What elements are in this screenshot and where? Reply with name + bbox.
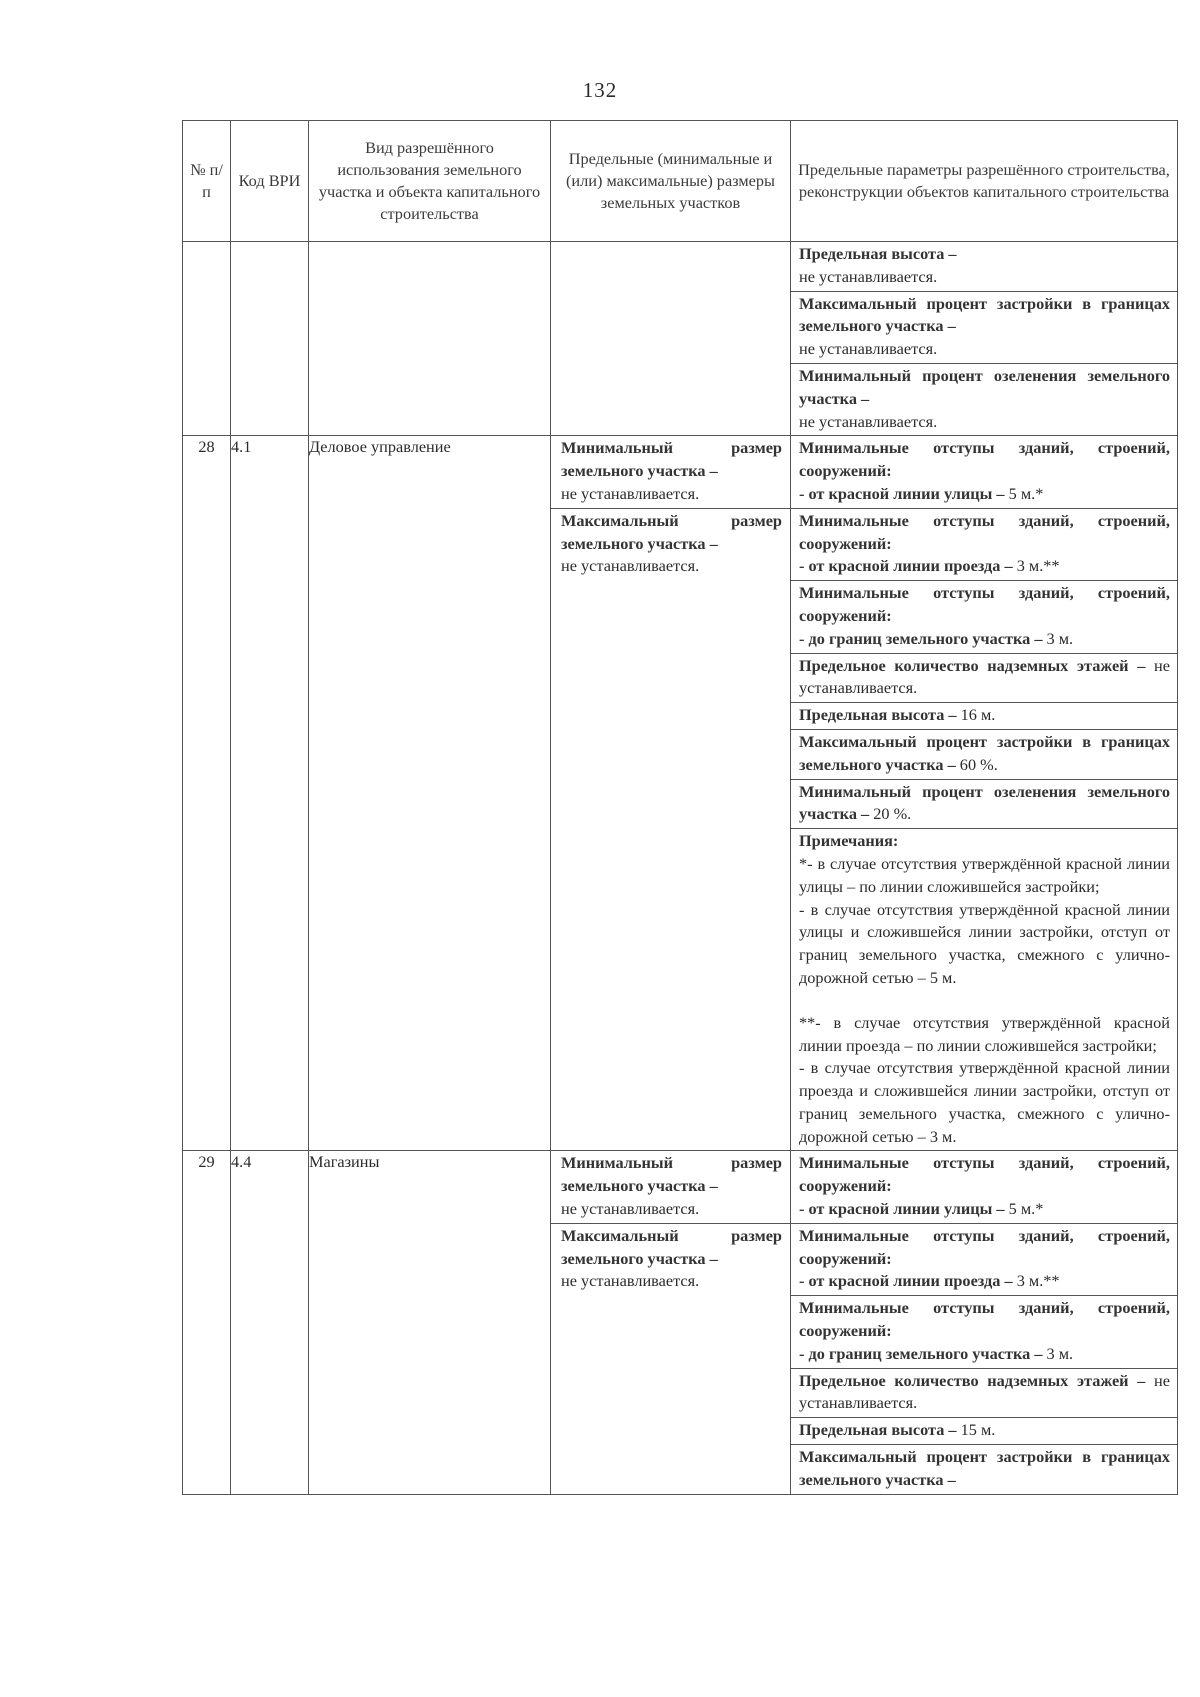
param-block: [791, 242, 1177, 292]
param-block: [791, 780, 1177, 830]
size-block: [551, 509, 790, 580]
cell-empty: [309, 242, 551, 436]
sizes-cell: [551, 436, 791, 1151]
header-number: № п/п: [183, 121, 231, 242]
param-block: [791, 1369, 1177, 1419]
sizes-cell: [551, 1151, 791, 1494]
param-bold: Максимальный процент застройки в границах земельного участка –: [799, 1447, 1170, 1489]
param-bold: Минимальный процент озеленения земельного участка –: [799, 781, 1170, 824]
param-block: [791, 436, 1177, 508]
param-block: [791, 1224, 1177, 1296]
param-bold: Минимальный процент озеленения земельного участка –: [799, 365, 1170, 408]
params-cell: [791, 242, 1178, 436]
param-text: 15 м.: [956, 1420, 996, 1440]
param-bold: Минимальные отступы зданий, строений, сооружений:: [799, 583, 1170, 625]
size-bold: Минимальный размер земельного участка –: [561, 438, 782, 481]
row-code: 4.1: [231, 436, 309, 1151]
param-bold: Минимальные отступы зданий, строений, сооружений:: [799, 1298, 1170, 1341]
row-number: 28: [183, 436, 231, 1151]
note-text: **- в случае отсутствия утверждённой красной линии проезда – по линии сложившейся застройки;: [799, 1012, 1170, 1055]
param-text: 5 м.*: [1004, 1199, 1044, 1219]
param-bold: Минимальные отступы зданий, строений, сооружений:: [799, 1153, 1170, 1196]
param-bold: Предельная высота –: [799, 1420, 957, 1440]
note-text: - в случае отсутствия утверждённой красной линии улицы и сложившейся линии застройки, отступ от границ земельного участка, смежного с улично-дорожной сетью – 5 м.: [799, 899, 1170, 987]
param-text: 3 м.**: [1012, 1271, 1060, 1291]
size-bold: Максимальный размер земельного участка –: [561, 1225, 782, 1268]
param-block: [791, 364, 1177, 435]
param-text: 16 м.: [956, 705, 996, 725]
param-bold: Предельное количество надземных этажей –: [799, 655, 1146, 675]
param-bold: - до границ земельного участка –: [799, 628, 1043, 648]
header-use-type: Вид разрешённого использования земельного участка и объекта капитального строительства: [309, 121, 551, 242]
param-text: не устанавливается.: [799, 655, 1170, 698]
param-text: 3 м.: [1042, 1343, 1074, 1363]
param-block: [791, 292, 1177, 364]
param-text: 5 м.*: [1004, 483, 1044, 503]
page-number: 132: [582, 78, 618, 102]
param-text: 3 м.: [1042, 628, 1074, 648]
params-cell: [791, 436, 1178, 1151]
table-row: [183, 1151, 1178, 1494]
note-text: *- в случае отсутствия утверждённой красной линии улицы – по линии сложившейся застройки;: [799, 853, 1170, 896]
note-text: - в случае отсутствия утверждённой красной линии проезда и сложившейся линии застройки, отступ от границ земельного участка, смежного с улично-дорожной сетью – 3 м.: [799, 1058, 1170, 1146]
param-bold: Минимальные отступы зданий, строений, сооружений:: [799, 510, 1170, 553]
param-bold: - от красной линии проезда –: [799, 556, 1013, 576]
size-bold: Максимальный размер земельного участка –: [561, 510, 782, 553]
cell-empty: [183, 242, 231, 436]
notes-title: Примечания:: [799, 831, 899, 851]
param-text: не устанавливается.: [799, 411, 938, 431]
param-text: 60 %.: [955, 754, 998, 774]
cell-empty: [551, 242, 791, 436]
row-use-name: Деловое управление: [309, 436, 551, 1151]
params-cell: [791, 1151, 1178, 1494]
table-row-continued: [183, 242, 1178, 436]
param-bold: Минимальные отступы зданий, строений, сооружений:: [799, 438, 1170, 481]
param-block: [791, 1445, 1177, 1494]
param-block: [791, 581, 1177, 653]
param-text: 20 %.: [869, 804, 912, 824]
param-text: 3 м.**: [1012, 556, 1060, 576]
size-text: не устанавливается.: [561, 1271, 700, 1291]
table-row: [183, 436, 1178, 1151]
param-text: не устанавливается.: [799, 339, 938, 359]
param-block: [791, 509, 1177, 581]
param-block: [791, 730, 1177, 780]
param-bold: - от красной линии улицы –: [799, 1199, 1005, 1219]
regulations-table: [182, 120, 1178, 1495]
param-text: не устанавливается.: [799, 1370, 1170, 1413]
table-header-row: [183, 121, 1178, 242]
size-text: не устанавливается.: [561, 556, 700, 576]
notes-block: [791, 829, 1177, 1150]
param-bold: Максимальный процент застройки в границах земельного участка –: [799, 731, 1170, 774]
param-block: [791, 1418, 1177, 1445]
param-bold: - до границ земельного участка –: [799, 1343, 1043, 1363]
param-block: [791, 654, 1177, 704]
row-number: 29: [183, 1151, 231, 1494]
size-block: [551, 1224, 790, 1295]
param-bold: - от красной линии улицы –: [799, 483, 1005, 503]
param-block: [791, 703, 1177, 730]
param-bold: Предельное количество надземных этажей –: [799, 1370, 1146, 1390]
param-bold: Минимальные отступы зданий, строений, сооружений:: [799, 1225, 1170, 1268]
row-code: 4.4: [231, 1151, 309, 1494]
size-bold: Минимальный размер земельного участка –: [561, 1153, 782, 1196]
size-text: не устанавливается.: [561, 1199, 700, 1219]
param-block: [791, 1296, 1177, 1368]
param-bold: Предельная высота –: [799, 244, 957, 263]
param-bold: Предельная высота –: [799, 705, 957, 725]
header-plot-sizes: Предельные (минимальные и (или) максимальные) размеры земельных участков: [551, 121, 791, 242]
param-bold: Максимальный процент застройки в границах земельного участка –: [799, 293, 1170, 336]
size-text: не устанавливается.: [561, 483, 700, 503]
header-code: Код ВРИ: [231, 121, 309, 242]
param-block: [791, 1151, 1177, 1223]
param-bold: - от красной линии проезда –: [799, 1271, 1013, 1291]
header-construction-params: Предельные параметры разрешённого строительства, реконструкции объектов капитального строительства: [791, 121, 1178, 242]
size-block: [551, 1151, 790, 1223]
cell-empty: [231, 242, 309, 436]
row-use-name: Магазины: [309, 1151, 551, 1494]
size-block: [551, 436, 790, 508]
param-text: не устанавливается.: [799, 266, 938, 286]
